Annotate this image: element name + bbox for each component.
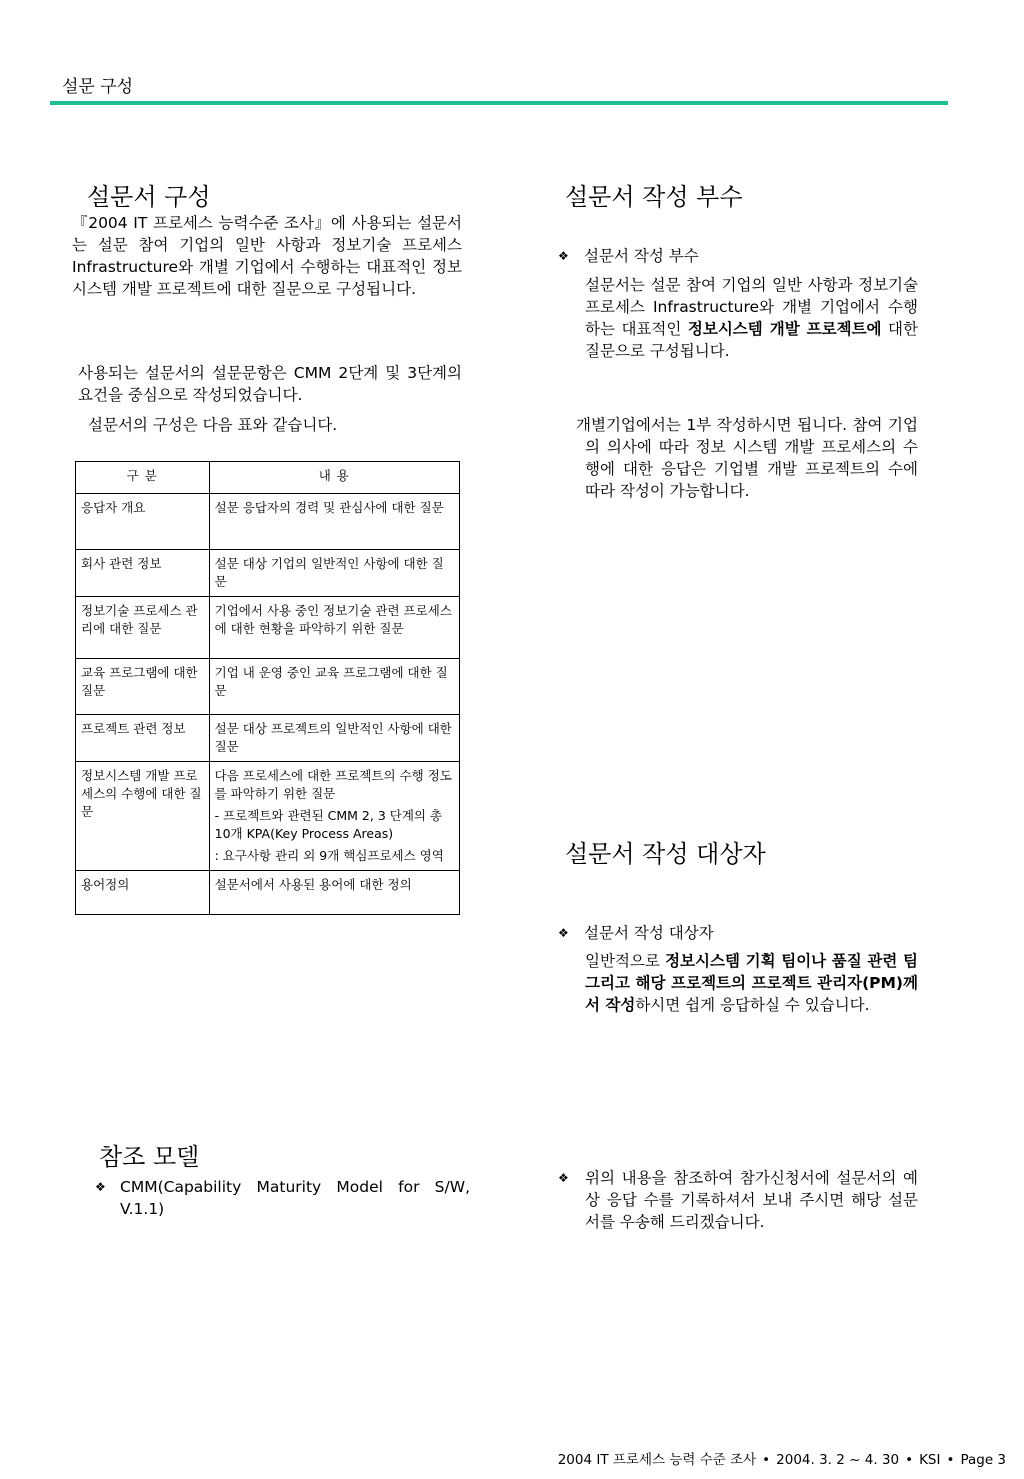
table-cell-category: 회사 관련 정보 — [76, 550, 210, 597]
application-bullet-text: 위의 내용을 참조하여 참가신청서에 설문서의 예상 응답 수를 기록하셔서 보내 주시면 해당 설문서를 우송해 드리겠습니다. — [585, 1169, 918, 1231]
table-cell-content-text: 다음 프로세스에 대한 프로젝트의 수행 정도를 파악하기 위한 질문 — [214, 768, 452, 801]
table-cell-category: 정보기술 프로세스 관리에 대한 질문 — [76, 597, 210, 659]
table-intro-text: 설문서의 구성은 다음 표와 같습니다. — [88, 416, 338, 434]
page-header-title: 설문 구성 — [62, 77, 134, 97]
copies-paragraph-part-a: 설문서는 설문 참여 기업의 일반 사항과 정보기술 프로세스 Infrastructure와 개별 기업에서 수행하는 대표적인 — [585, 276, 918, 338]
intro-paragraph — [72, 212, 462, 300]
table-cell-content: 기업에서 사용 중인 정보기술 관련 프로세스에 대한 현황을 파악하기 위한 질문 — [209, 597, 459, 659]
diamond-bullet-icon: ❖ — [558, 926, 569, 940]
table-cell-category: 교육 프로그램에 대한 질문 — [76, 659, 210, 715]
kpa-detail-note: : 요구사항 관리 외 9개 핵심프로세스 영역 — [214, 848, 444, 863]
table-cell-category: 정보시스템 개발 프로세스의 수행에 대한 질문 — [76, 762, 210, 871]
cmm-paragraph-text: 사용되는 설문서의 설문문항은 CMM 2단계 및 3단계의 요건을 중심으로 작성되었습니다. — [78, 364, 462, 404]
table-cell-content: 설문 대상 프로젝트의 일반적인 사항에 대한 질문 — [209, 715, 459, 762]
header-divider — [50, 101, 948, 105]
footer-page-number: Page 3 — [960, 1452, 1006, 1468]
table-intro — [88, 414, 448, 436]
footer-org: KSI — [919, 1452, 941, 1468]
table-cell-category: 프로젝트 관련 정보 — [76, 715, 210, 762]
cmm-paragraph — [78, 362, 462, 406]
section-title-reference-model: 참조 모델 — [99, 1143, 200, 1171]
table-cell-category: 응답자 개요 — [76, 494, 210, 550]
table-row — [76, 715, 460, 762]
respondent-bullet-label: 설문서 작성 대상자 — [584, 924, 714, 942]
table-cell-content: 기업 내 운영 중인 교육 프로그램에 대한 질문 — [209, 659, 459, 715]
table-row — [76, 762, 460, 871]
intro-paragraph-text: 『2004 IT 프로세스 능력수준 조사』에 사용되는 설문서는 설문 참여 기업의 일반 사항과 정보기술 프로세스 Infrastructure와 개별 기업에서 수행하는 대표적인 정보시스템 개발 프로젝트에 대한 질문으로 구성됩니다. — [72, 214, 462, 298]
diamond-bullet-icon: ❖ — [558, 1171, 569, 1185]
table-row — [76, 550, 460, 597]
copies-bullet-label: 설문서 작성 부수 — [584, 247, 699, 265]
diamond-bullet-icon: ❖ — [558, 249, 569, 263]
section-title-respondent: 설문서 작성 대상자 — [565, 840, 766, 868]
respondent-paragraph — [585, 950, 918, 1016]
copies-paragraph-bold: 정보시스템 개발 프로젝트에 — [687, 320, 882, 338]
respondent-paragraph-text — [585, 950, 918, 1016]
reference-model-text: CMM(Capability Maturity Model for S/W, V.1.1) — [120, 1178, 470, 1218]
bullet-dot-icon: • — [762, 1452, 771, 1468]
copies-paragraph-2-text: 개별기업에서는 1부 작성하시면 됩니다. 참여 기업의 의사에 따라 정보 시스템 개발 프로세스의 수행에 대한 응답은 기업별 개발 프로젝트의 수에 따라 작성이 가능합니다. — [576, 416, 918, 500]
table-header-content: 내 용 — [209, 462, 459, 494]
page-footer — [558, 1448, 1006, 1468]
table-cell-content: 설문서에서 사용된 용어에 대한 정의 — [209, 871, 459, 915]
kpa-note: - 프로젝트와 관련된 CMM 2, 3 단계의 총 10개 KPA(Key Process Areas) — [214, 808, 443, 841]
bullet-dot-icon: • — [905, 1452, 914, 1468]
table-cell-content: 설문 응답자의 경력 및 관심사에 대한 질문 — [209, 494, 459, 550]
reference-model-bullet — [95, 1176, 470, 1220]
table-row — [76, 597, 460, 659]
respondent-paragraph-part-b: 하시면 쉽게 응답하실 수 있습니다. — [635, 996, 870, 1014]
table-row — [76, 659, 460, 715]
copies-paragraph-part-b: 대한 질문으로 구성됩니다. — [585, 320, 918, 360]
application-bullet — [558, 1167, 918, 1233]
respondent-paragraph-bold: 정보시스템 기획 팀이나 품질 관련 팀 그리고 해당 프로젝트의 프로젝트 관리자(PM)께서 작성 — [585, 952, 918, 1014]
table-cell-category: 용어정의 — [76, 871, 210, 915]
respondent-paragraph-part-a: 일반적으로 — [585, 952, 660, 970]
respondent-bullet — [558, 922, 714, 944]
diamond-bullet-icon: ❖ — [95, 1180, 106, 1194]
table-cell-content: 설문 대상 기업의 일반적인 사항에 대한 질문 — [209, 550, 459, 597]
copies-paragraph-text — [585, 274, 918, 362]
table-header-row — [76, 462, 460, 494]
copies-paragraph — [585, 274, 918, 362]
footer-dates: 2004. 3. 2 ~ 4. 30 — [776, 1452, 900, 1468]
table-cell-content — [209, 762, 459, 871]
section-title-questionnaire-structure: 설문서 구성 — [87, 183, 211, 211]
questionnaire-structure-table — [75, 461, 460, 915]
table-header-category: 구 분 — [76, 462, 210, 494]
table-row — [76, 494, 460, 550]
footer-survey-name: 2004 IT 프로세스 능력 수준 조사 — [557, 1452, 757, 1468]
section-title-copies: 설문서 작성 부수 — [565, 183, 743, 211]
bullet-dot-icon: • — [946, 1452, 955, 1468]
table-row — [76, 871, 460, 915]
copies-paragraph-2 — [576, 414, 918, 502]
copies-bullet — [558, 245, 699, 267]
